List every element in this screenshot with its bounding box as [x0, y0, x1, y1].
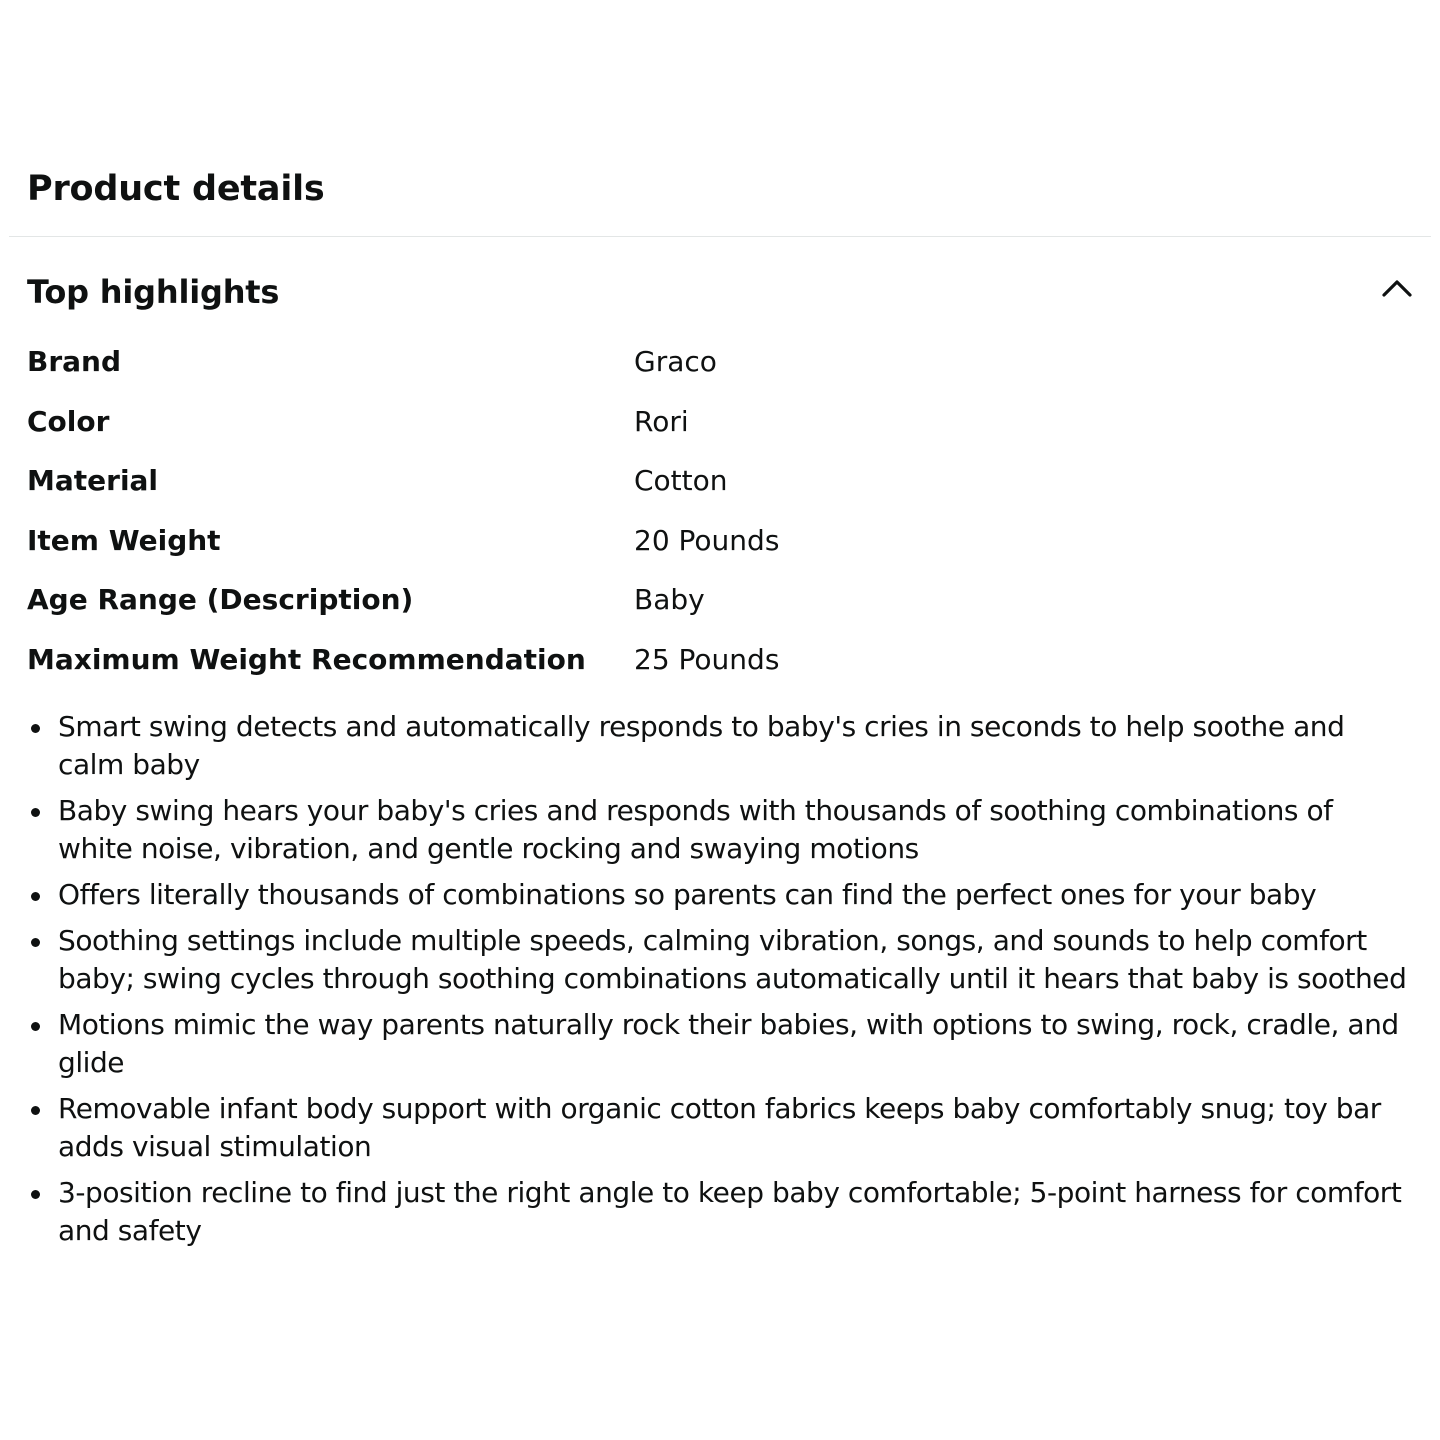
bullet-dot-icon	[31, 1022, 40, 1031]
section-divider	[9, 236, 1431, 237]
spec-row-item-weight	[27, 513, 1407, 573]
feature-bullet-text: Removable infant body support with organic cotton fabrics keeps baby comfortably snug; toy bar adds visual stimulation	[58, 1092, 1381, 1163]
feature-bullet-text: Offers literally thousands of combinations so parents can find the perfect ones for your baby	[58, 878, 1317, 911]
spec-value: 20 Pounds	[634, 523, 780, 557]
collapse-top-highlights-button[interactable]	[1374, 270, 1420, 308]
top-highlights-heading: Top highlights	[27, 273, 280, 311]
feature-bullet	[0, 876, 1410, 914]
feature-bullet-text: Soothing settings include multiple speeds, calming vibration, songs, and sounds to help comfort baby; swing cycles through soothing combinations automatically until it hears that baby is soothed	[58, 924, 1407, 995]
spec-label: Brand	[27, 345, 122, 378]
chevron-up-icon	[1374, 270, 1420, 308]
feature-bullet-list	[0, 708, 1410, 1258]
bullet-dot-icon	[31, 892, 40, 901]
feature-bullet	[0, 1006, 1410, 1082]
bullet-dot-icon	[31, 808, 40, 817]
spec-value: 25 Pounds	[634, 642, 780, 676]
feature-bullet-text: Motions mimic the way parents naturally rock their babies, with options to swing, rock, cradle, and glide	[58, 1008, 1399, 1079]
spec-label: Material	[27, 464, 159, 498]
spec-row-color	[27, 394, 1407, 454]
spec-row-age-range	[27, 572, 1407, 632]
bullet-dot-icon	[31, 938, 40, 947]
feature-bullet-text: 3-position recline to find just the right angle to keep baby comfortable; 5-point harness for comfort and safety	[58, 1176, 1402, 1247]
spec-row-material	[27, 453, 1407, 513]
spec-value: Graco	[634, 345, 717, 378]
spec-value: Cotton	[634, 464, 728, 498]
bullet-dot-icon	[31, 1190, 40, 1199]
bullet-dot-icon	[31, 1106, 40, 1115]
spec-table	[27, 334, 1407, 692]
feature-bullet-text: Smart swing detects and automatically responds to baby's cries in seconds to help soothe and calm baby	[58, 710, 1345, 781]
feature-bullet-text: Baby swing hears your baby's cries and responds with thousands of soothing combinations of white noise, vibration, and gentle rocking and swaying motions	[58, 794, 1333, 865]
feature-bullet	[0, 1090, 1410, 1166]
feature-bullet	[0, 1174, 1410, 1250]
spec-label: Age Range (Description)	[27, 583, 414, 617]
spec-value: Rori	[634, 404, 689, 438]
product-details-heading: Product details	[27, 169, 325, 209]
spec-row-brand	[27, 334, 1407, 394]
feature-bullet	[0, 708, 1410, 784]
top-highlights-expander-header[interactable]	[0, 256, 1440, 328]
spec-row-max-weight	[27, 632, 1407, 692]
bullet-dot-icon	[31, 724, 40, 733]
spec-label: Color	[27, 404, 110, 438]
feature-bullet	[0, 792, 1410, 868]
spec-value: Baby	[634, 583, 705, 617]
feature-bullet	[0, 922, 1410, 998]
spec-label: Maximum Weight Recommendation	[27, 642, 586, 676]
spec-label: Item Weight	[27, 523, 221, 557]
